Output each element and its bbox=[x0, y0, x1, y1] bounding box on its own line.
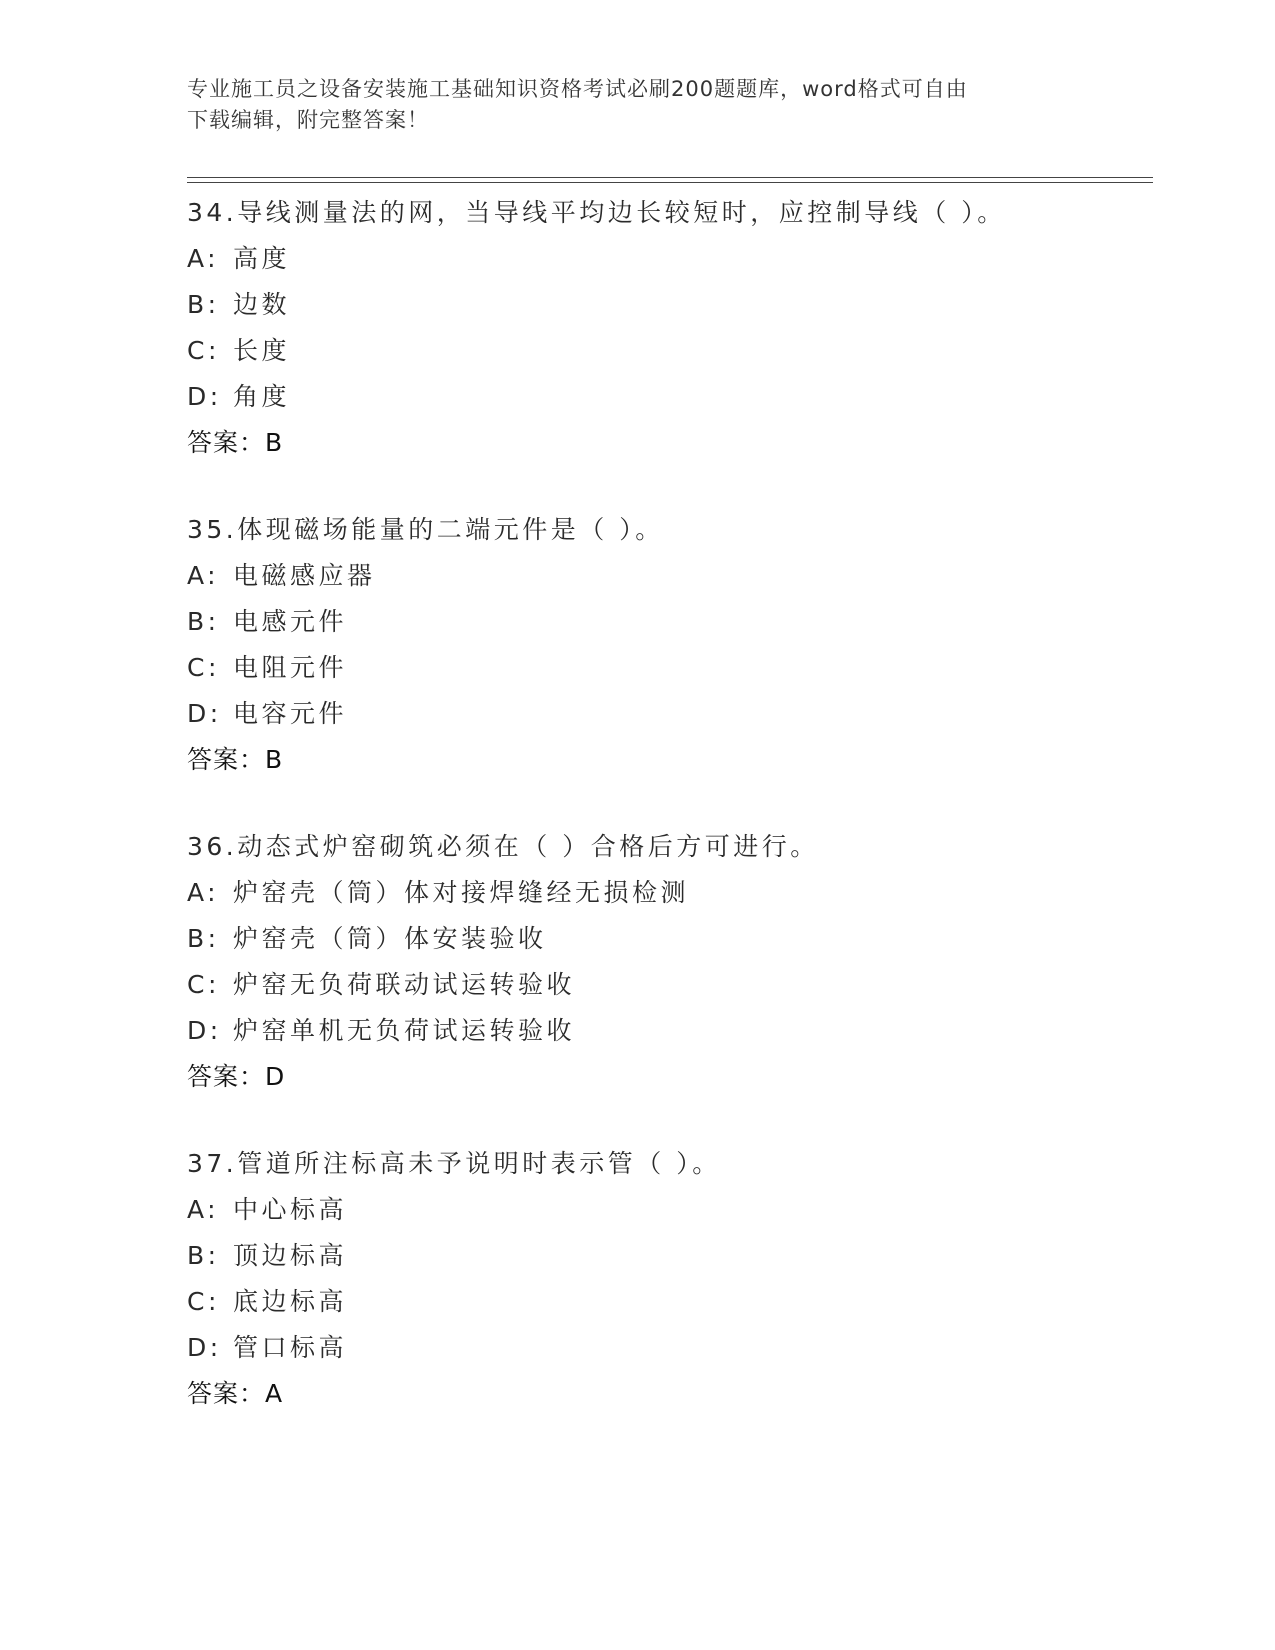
option-text: 中心标高 bbox=[233, 1195, 348, 1224]
question-37 bbox=[187, 1141, 1147, 1417]
option-d bbox=[187, 374, 1147, 420]
answer-label: 答案：A bbox=[187, 1379, 284, 1408]
option-letter: B: bbox=[187, 290, 220, 319]
option-text: 电容元件 bbox=[233, 699, 348, 728]
option-letter: D: bbox=[187, 1016, 222, 1045]
option-d bbox=[187, 1008, 1147, 1054]
header-divider-top bbox=[187, 177, 1153, 178]
header-line-1: 专业施工员之设备安装施工基础知识资格考试必刷200题题库，word格式可自由 bbox=[187, 77, 968, 101]
option-letter: C: bbox=[187, 336, 220, 365]
option-text: 电磁感应器 bbox=[233, 561, 376, 590]
option-letter: C: bbox=[187, 653, 220, 682]
option-text: 角度 bbox=[233, 382, 291, 411]
option-letter: A: bbox=[187, 561, 220, 590]
option-a bbox=[187, 1187, 1147, 1233]
option-letter: B: bbox=[187, 1241, 220, 1270]
option-d bbox=[187, 691, 1147, 737]
option-c bbox=[187, 962, 1147, 1008]
option-letter: D: bbox=[187, 699, 222, 728]
option-letter: B: bbox=[187, 607, 220, 636]
document-header bbox=[187, 74, 1067, 136]
option-text: 高度 bbox=[233, 244, 291, 273]
option-c bbox=[187, 1279, 1147, 1325]
question-34 bbox=[187, 190, 1147, 466]
question-35 bbox=[187, 507, 1147, 783]
option-text: 炉窑壳（筒）体安装验收 bbox=[233, 924, 547, 953]
option-b bbox=[187, 1233, 1147, 1279]
answer-label: 答案：B bbox=[187, 745, 284, 774]
option-letter: A: bbox=[187, 244, 220, 273]
question-list bbox=[187, 190, 1147, 1458]
option-text: 管口标高 bbox=[233, 1333, 348, 1362]
option-letter: A: bbox=[187, 1195, 220, 1224]
option-text: 电阻元件 bbox=[233, 653, 348, 682]
option-letter: C: bbox=[187, 1287, 220, 1316]
option-text: 炉窑壳（筒）体对接焊缝经无损检测 bbox=[233, 878, 690, 907]
option-text: 电感元件 bbox=[233, 607, 348, 636]
option-a bbox=[187, 236, 1147, 282]
option-text: 炉窑单机无负荷试运转验收 bbox=[233, 1016, 576, 1045]
option-letter: C: bbox=[187, 970, 220, 999]
option-text: 炉窑无负荷联动试运转验收 bbox=[233, 970, 576, 999]
header-divider-bottom bbox=[187, 182, 1153, 183]
option-b bbox=[187, 282, 1147, 328]
option-letter: D: bbox=[187, 1333, 222, 1362]
header-line-2: 下载编辑，附完整答案！ bbox=[187, 108, 429, 132]
option-a bbox=[187, 870, 1147, 916]
option-c bbox=[187, 328, 1147, 374]
question-title: 34.导线测量法的网，当导线平均边长较短时，应控制导线（ ）。 bbox=[187, 198, 1006, 227]
option-letter: D: bbox=[187, 382, 222, 411]
option-text: 长度 bbox=[233, 336, 291, 365]
answer-label: 答案：D bbox=[187, 1062, 286, 1091]
option-c bbox=[187, 645, 1147, 691]
question-title: 35.体现磁场能量的二端元件是（ ）。 bbox=[187, 515, 664, 544]
answer-label: 答案：B bbox=[187, 428, 284, 457]
option-a bbox=[187, 553, 1147, 599]
question-36 bbox=[187, 824, 1147, 1100]
option-b bbox=[187, 916, 1147, 962]
question-title: 37.管道所注标高未予说明时表示管（ ）。 bbox=[187, 1149, 721, 1178]
option-text: 边数 bbox=[233, 290, 291, 319]
option-text: 底边标高 bbox=[233, 1287, 348, 1316]
option-d bbox=[187, 1325, 1147, 1371]
option-b bbox=[187, 599, 1147, 645]
question-title: 36.动态式炉窑砌筑必须在（ ）合格后方可进行。 bbox=[187, 832, 819, 861]
option-letter: A: bbox=[187, 878, 220, 907]
option-letter: B: bbox=[187, 924, 220, 953]
option-text: 顶边标高 bbox=[233, 1241, 348, 1270]
